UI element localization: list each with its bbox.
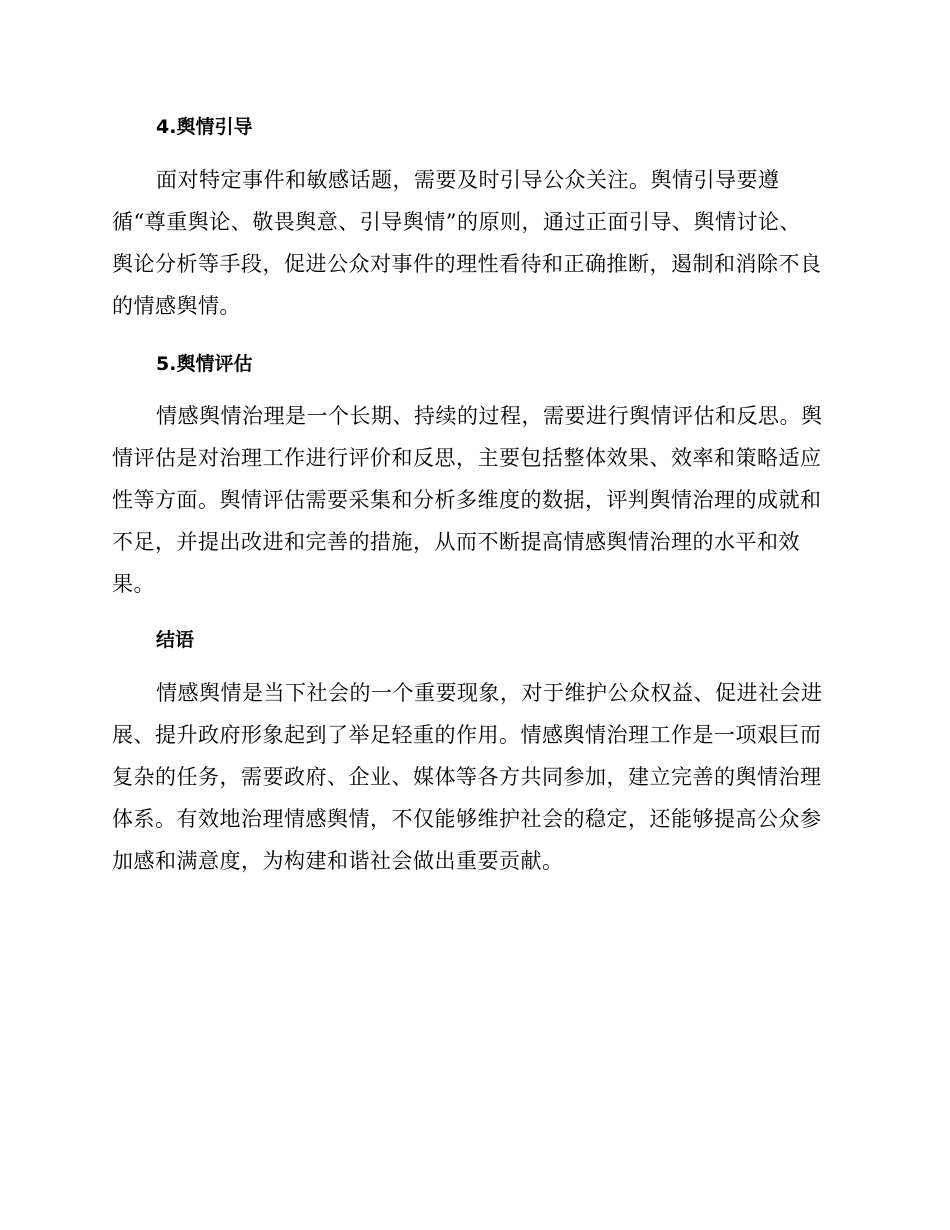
section-heading-guidance: 4.舆情引导 <box>156 116 253 138</box>
paragraph-line: 循“尊重舆论、敬畏舆意、引导舆情”的原则，通过正面引导、舆情讨论、 <box>112 210 801 234</box>
paragraph-line: 复杂的任务，需要政府、企业、媒体等各方共同参加，建立完善的舆情治理 <box>112 765 822 789</box>
section-heading-conclusion: 结语 <box>156 629 195 651</box>
paragraph-line: 果。 <box>112 572 155 596</box>
paragraph-guidance <box>112 159 832 327</box>
document-page <box>112 112 832 882</box>
paragraph-line: 情评估是对治理工作进行评价和反思，主要包括整体效果、效率和策略适应 <box>112 446 822 470</box>
paragraph-line: 性等方面。舆情评估需要采集和分析多维度的数据，评判舆情治理的成就和 <box>112 488 822 512</box>
section-heading-assessment: 5.舆情评估 <box>156 353 253 375</box>
paragraph-line: 情感舆情是当下社会的一个重要现象，对于维护公众权益、促进社会进 <box>156 681 823 705</box>
paragraph-line: 的情感舆情。 <box>112 294 241 318</box>
paragraph-line: 面对特定事件和敏感话题，需要及时引导公众关注。舆情引导要遵 <box>156 168 780 192</box>
paragraph-line: 加感和满意度，为构建和谐社会做出重要贡献。 <box>112 849 564 873</box>
paragraph-line: 展、提升政府形象起到了举足轻重的作用。情感舆情治理工作是一项艰巨而 <box>112 723 822 747</box>
paragraph-line: 情感舆情治理是一个长期、持续的过程，需要进行舆情评估和反思。舆 <box>156 404 823 428</box>
paragraph-conclusion <box>112 672 832 882</box>
paragraph-line: 舆论分析等手段，促进公众对事件的理性看待和正确推断，遏制和消除不良 <box>112 252 822 276</box>
paragraph-assessment <box>112 395 832 605</box>
paragraph-line: 不足，并提出改进和完善的措施，从而不断提高情感舆情治理的水平和效 <box>112 530 800 554</box>
paragraph-line: 体系。有效地治理情感舆情，不仅能够维护社会的稳定，还能够提高公众参 <box>112 807 822 831</box>
